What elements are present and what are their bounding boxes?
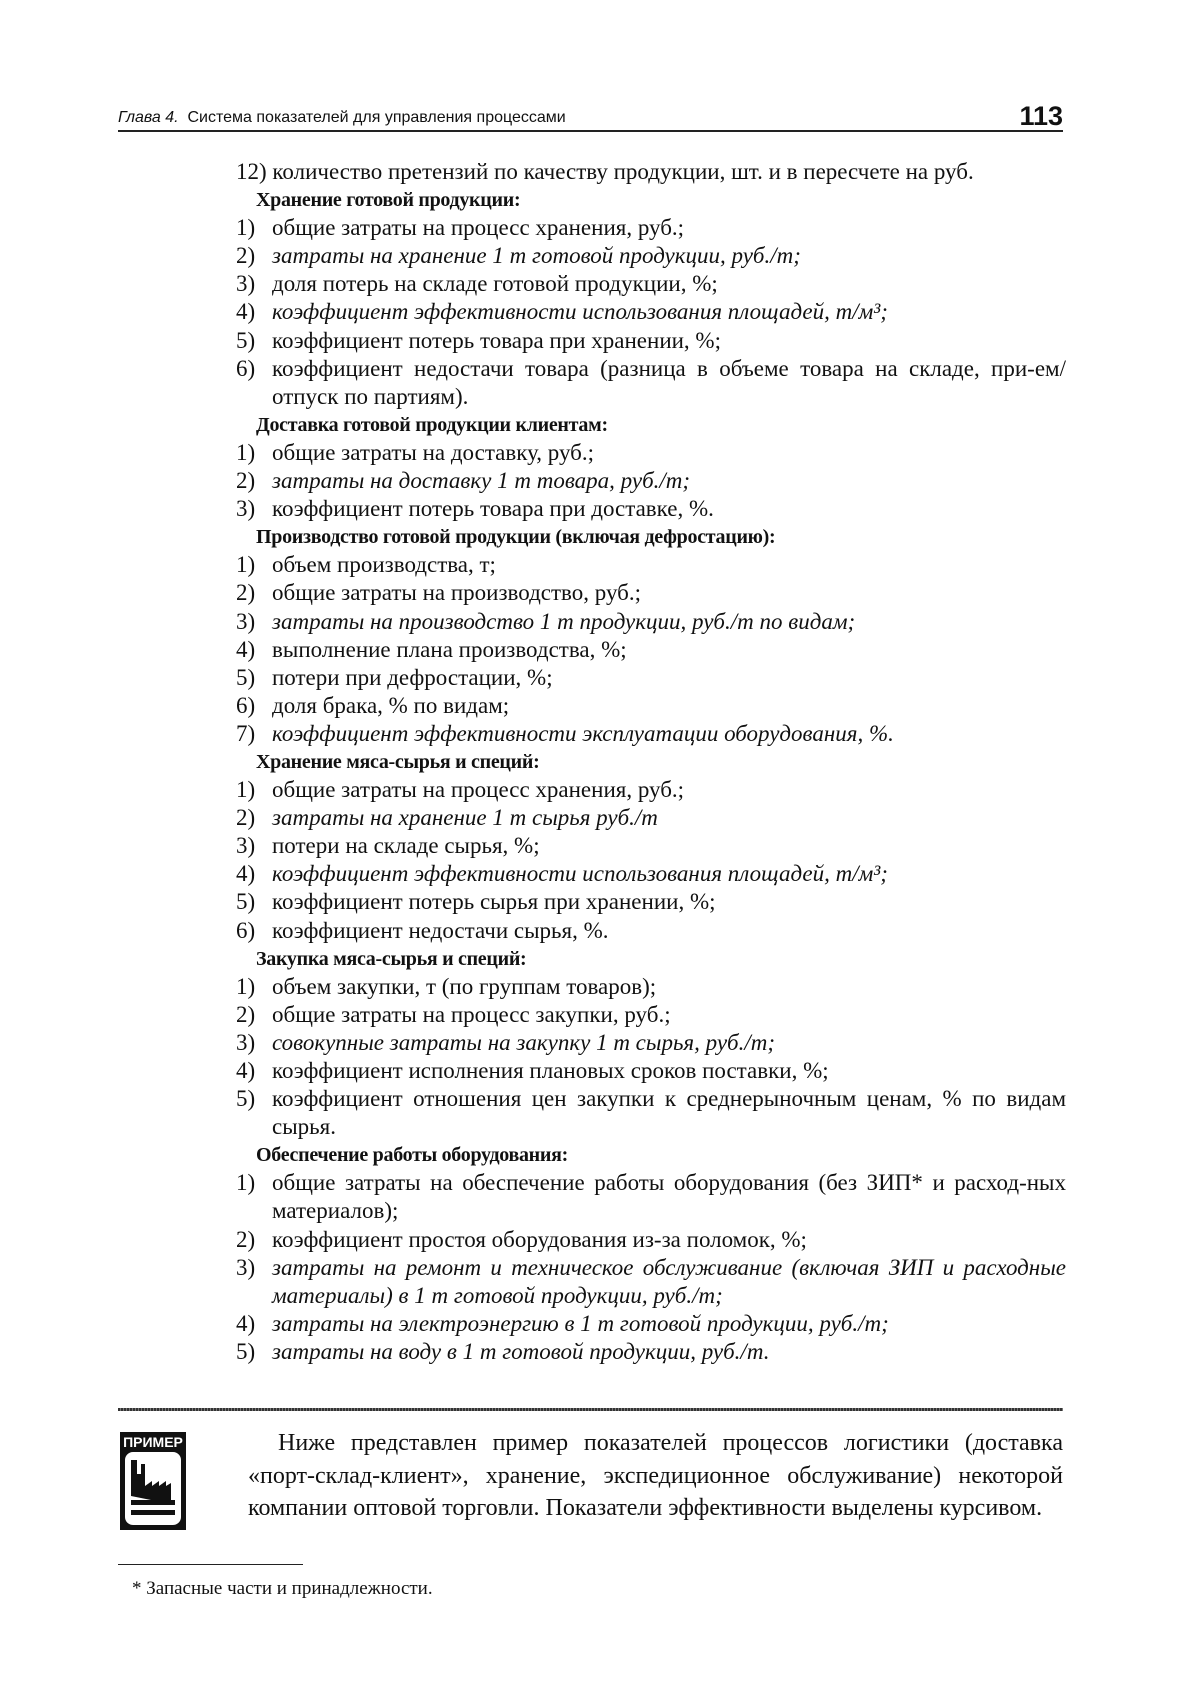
running-header	[118, 100, 1063, 132]
example-paragraph: Ниже представлен пример показателей процессов логистики (доставка «порт-склад-клиент», хранение, экспедиционное обслуживание) некоторой компании оптовой торговли. Показатели эффективности выделены курсивом.	[248, 1430, 1063, 1521]
list-item-number: 6)	[236, 692, 256, 718]
list-item	[236, 298, 1066, 326]
list-item-number: 2)	[236, 243, 256, 269]
running-header-title	[118, 109, 566, 127]
list-item	[236, 158, 1066, 186]
list-item-text: доля брака, % по видам;	[272, 692, 510, 718]
list-item-number: 5)	[236, 327, 256, 353]
list-item-text: коэффициент исполнения плановых сроков поставки, %;	[272, 1058, 829, 1083]
list-item-text: доля потерь на складе готовой продукции, %;	[272, 271, 718, 297]
list-item-number: 1)	[236, 215, 256, 241]
section-divider	[118, 1408, 1063, 1411]
list-item-text: общие затраты на процесс хранения, руб.;	[272, 777, 685, 803]
list-item	[236, 579, 1066, 607]
list-item	[236, 636, 1066, 664]
list-item-number: 1)	[236, 973, 256, 999]
list-item	[236, 1254, 1066, 1310]
list-item	[236, 860, 1066, 888]
list-item	[236, 1338, 1066, 1366]
list-item-text: выполнение плана производства, %;	[272, 636, 627, 662]
list-item-text: общие затраты на процесс хранения, руб.;	[272, 215, 685, 241]
example-icon-label: ПРИМЕР	[123, 1434, 183, 1450]
list-item	[236, 1057, 1066, 1085]
list-item-text: коэффициент потерь товара при доставке, %.	[272, 496, 714, 522]
indicator-list	[236, 158, 1066, 1366]
list-item-text: потери на складе сырья, %;	[272, 833, 540, 859]
list-item-text: общие затраты на производство, руб.;	[272, 580, 641, 606]
list-item-number: 5)	[236, 664, 256, 690]
section-heading: Производство готовой продукции (включая дефростацию):	[256, 526, 776, 549]
list-item	[236, 1169, 1066, 1225]
list-item-number: 1)	[236, 552, 256, 578]
list-item-number: 1)	[236, 439, 256, 465]
list-item-number: 5)	[236, 1338, 256, 1364]
list-item-number: 3)	[236, 1254, 256, 1280]
list-item-text: объем производства, т;	[272, 552, 496, 578]
list-item-text: потери при дефростации, %;	[272, 664, 553, 690]
list-item-text: затраты на доставку 1 т товара, руб./т;	[272, 468, 691, 494]
list-item-number: 5)	[236, 889, 256, 915]
list-item	[236, 692, 1066, 720]
section-heading: Обеспечение работы оборудования:	[256, 1144, 568, 1167]
example-factory-icon	[120, 1432, 186, 1530]
list-item-text: коэффициент отношения цен закупки к среднерыночным ценам, % по видам сырья.	[272, 1086, 1066, 1140]
list-item-number: 4)	[236, 299, 256, 325]
section-heading: Хранение готовой продукции:	[256, 189, 521, 212]
list-item-text: общие затраты на доставку, руб.;	[272, 439, 595, 465]
list-item-text: общие затраты на обеспечение работы оборудования (без ЗИП* и расход-ных материалов);	[272, 1170, 1066, 1224]
section-heading: Доставка готовой продукции клиентам:	[256, 413, 608, 436]
list-item-text: затраты на хранение 1 т сырья руб./т	[272, 805, 658, 831]
chapter-label: Глава 4.	[118, 109, 179, 126]
list-item	[236, 270, 1066, 298]
list-item-number: 4)	[236, 861, 256, 887]
list-item	[236, 973, 1066, 1001]
list-item-text: 12) количество претензий по качеству продукции, шт. и в пересчете на руб.	[236, 159, 974, 184]
list-item	[236, 1085, 1066, 1141]
list-item-number: 5)	[236, 1086, 256, 1112]
page-number: 113	[1019, 101, 1063, 131]
list-item-number: 3)	[236, 608, 256, 634]
list-item-number: 6)	[236, 355, 256, 381]
list-item-text: совокупные затраты на закупку 1 т сырья, руб./т;	[272, 1029, 776, 1055]
list-item-number: 3)	[236, 833, 256, 859]
list-item-text: общие затраты на процесс закупки, руб.;	[272, 1001, 671, 1027]
list-item	[236, 1226, 1066, 1254]
footnote: * Запасные части и принадлежности.	[132, 1578, 433, 1599]
list-item-text: затраты на электроэнергию в 1 т готовой продукции, руб./т;	[272, 1310, 889, 1336]
list-item	[236, 608, 1066, 636]
list-item	[236, 832, 1066, 860]
list-item-text: коэффициент эффективности использования площадей, т/м³;	[272, 299, 888, 325]
list-item-text: затраты на производство 1 т продукции, руб./т по видам;	[272, 608, 856, 634]
list-item-text: затраты на ремонт и техническое обслуживание (включая ЗИП и расходные материалы) в 1 т готовой продукции, руб./т;	[272, 1254, 1066, 1308]
list-item-text: затраты на хранение 1 т готовой продукции, руб./т;	[272, 243, 801, 269]
section-heading: Хранение мяса-сырья и специй:	[256, 750, 540, 773]
list-item	[236, 888, 1066, 916]
footnote-divider	[118, 1564, 303, 1565]
list-item-number: 4)	[236, 1058, 256, 1083]
list-item	[236, 214, 1066, 242]
section-heading: Закупка мяса-сырья и специй:	[256, 947, 527, 970]
list-item	[236, 804, 1066, 832]
list-item	[236, 1001, 1066, 1029]
list-item-text: коэффициент простоя оборудования из-за поломок, %;	[272, 1226, 807, 1252]
list-item-number: 1)	[236, 1170, 256, 1196]
list-item-number: 2)	[236, 1226, 256, 1252]
list-item	[236, 355, 1066, 411]
list-item-number: 4)	[236, 636, 256, 662]
list-item	[236, 1310, 1066, 1338]
list-item	[236, 495, 1066, 523]
list-item-text: коэффициент потерь сырья при хранении, %;	[272, 889, 716, 915]
list-item-number: 2)	[236, 580, 256, 606]
list-item-number: 4)	[236, 1310, 256, 1336]
list-item-number: 3)	[236, 271, 256, 297]
list-item-number: 3)	[236, 1029, 256, 1055]
list-item	[236, 776, 1066, 804]
list-item-number: 6)	[236, 917, 256, 943]
list-item-number: 2)	[236, 468, 256, 494]
list-item	[236, 664, 1066, 692]
list-item	[236, 551, 1066, 579]
chapter-title: Система показателей для управления процессами	[187, 109, 566, 126]
list-item	[236, 917, 1066, 945]
list-item-number: 2)	[236, 1001, 256, 1027]
list-item	[236, 467, 1066, 495]
list-item-number: 7)	[236, 720, 256, 746]
list-item	[236, 1029, 1066, 1057]
list-item-text: объем закупки, т (по группам товаров);	[272, 973, 657, 999]
list-item	[236, 439, 1066, 467]
list-item-number: 2)	[236, 805, 256, 831]
list-item	[236, 327, 1066, 355]
list-item-text: коэффициент недостачи сырья, %.	[272, 917, 609, 943]
list-item	[236, 720, 1066, 748]
list-item-text: коэффициент потерь товара при хранении, %;	[272, 327, 721, 353]
list-item-text: затраты на воду в 1 т готовой продукции, руб./т.	[272, 1338, 770, 1364]
list-item-number: 3)	[236, 496, 256, 522]
list-item	[236, 242, 1066, 270]
list-item-number: 1)	[236, 777, 256, 803]
list-item-text: коэффициент эффективности использования площадей, т/м³;	[272, 861, 888, 887]
list-item-text: коэффициент недостачи товара (разница в объеме товара на складе, при-ем/отпуск по партиям).	[272, 355, 1066, 409]
list-item-text: коэффициент эффективности эксплуатации оборудования, %.	[272, 720, 894, 746]
